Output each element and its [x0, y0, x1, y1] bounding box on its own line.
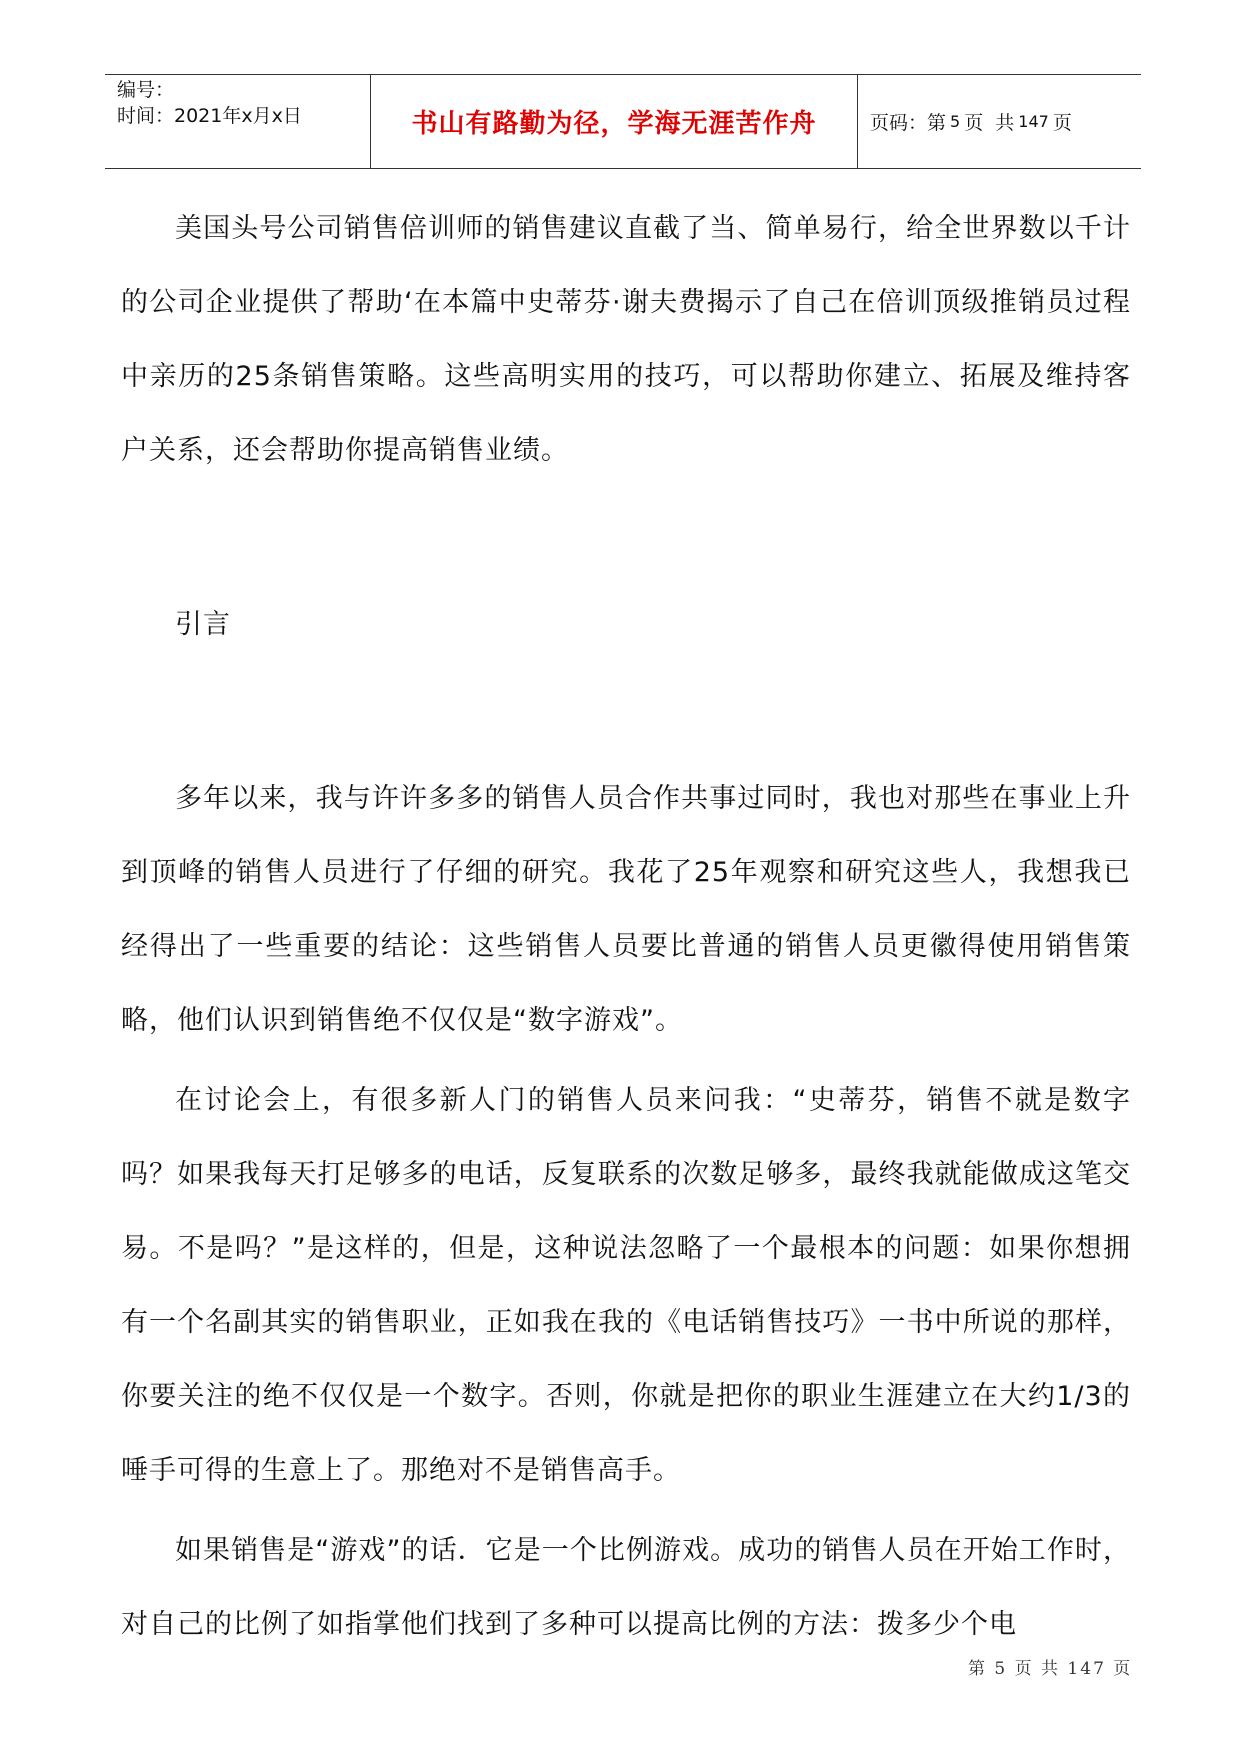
page-mid: 页 共: [964, 112, 1015, 134]
page-number: 5: [950, 112, 961, 131]
page-suffix: 页: [1052, 112, 1072, 134]
header-page-info: [870, 75, 1072, 168]
time-label: 时间：2021年x月x日: [117, 105, 302, 127]
page-prefix: 页码：第: [870, 112, 947, 134]
document-body: [121, 192, 1131, 1662]
body-paragraph: 在讨论会上，有很多新人门的销售人员来问我：“史蒂芬，销售不就是数字吗？如果我每天打足够多的电话，反复联系的次数足够多，最终我就能做成这笔交易。不是吗？”是这样的，但是，这种说法忽略了一个最根本的问题：如果你想拥有一个名副其实的销售职业，正如我在我的《电话销售技巧》一书中所说的那样，你要关注的绝不仅仅是一个数字。否则，你就是把你的职业生涯建立在大约1/3的唾手可得的生意上了。那绝对不是销售高手。: [121, 1085, 1131, 1486]
page-total: 147: [1018, 112, 1049, 131]
section-heading: 引言: [175, 609, 231, 640]
intro-paragraph: 美国头号公司销售倍训师的销售建议直截了当、简单易行，给全世界数以千计的公司企业提供了帮助‘在本篇中史蒂芬·谢夫费揭示了自己在倍训顶级推销员过程中亲历的25条销售策略。这些高明实用的技巧，可以帮助你建立、拓展及维持客户关系，还会帮助你提高销售业绩。: [121, 213, 1131, 466]
body-paragraph: 如果销售是“游戏”的话．它是一个比例游戏。成功的销售人员在开始工作时，对自己的比例了如指掌他们找到了多种可以提高比例的方法：拨多少个电: [121, 1535, 1131, 1640]
body-paragraph: 多年以来，我与许许多多的销售人员合作共事过同时，我也对那些在事业上升到顶峰的销售人员进行了仔细的研究。我花了25年观察和研究这些人，我想我已经得出了一些重要的结论：这些销售人员要比普通的销售人员更徽得使用销售策略，他们认识到销售绝不仅仅是“数字游戏”。: [121, 783, 1131, 1036]
number-label: 编号：: [117, 79, 175, 101]
page-footer: 第 5 页 共 147 页: [968, 1659, 1133, 1679]
page-header: [105, 74, 1141, 169]
header-motto: 书山有路勤为径，学海无涯苦作舟: [411, 109, 817, 139]
header-divider-right: [857, 75, 858, 168]
